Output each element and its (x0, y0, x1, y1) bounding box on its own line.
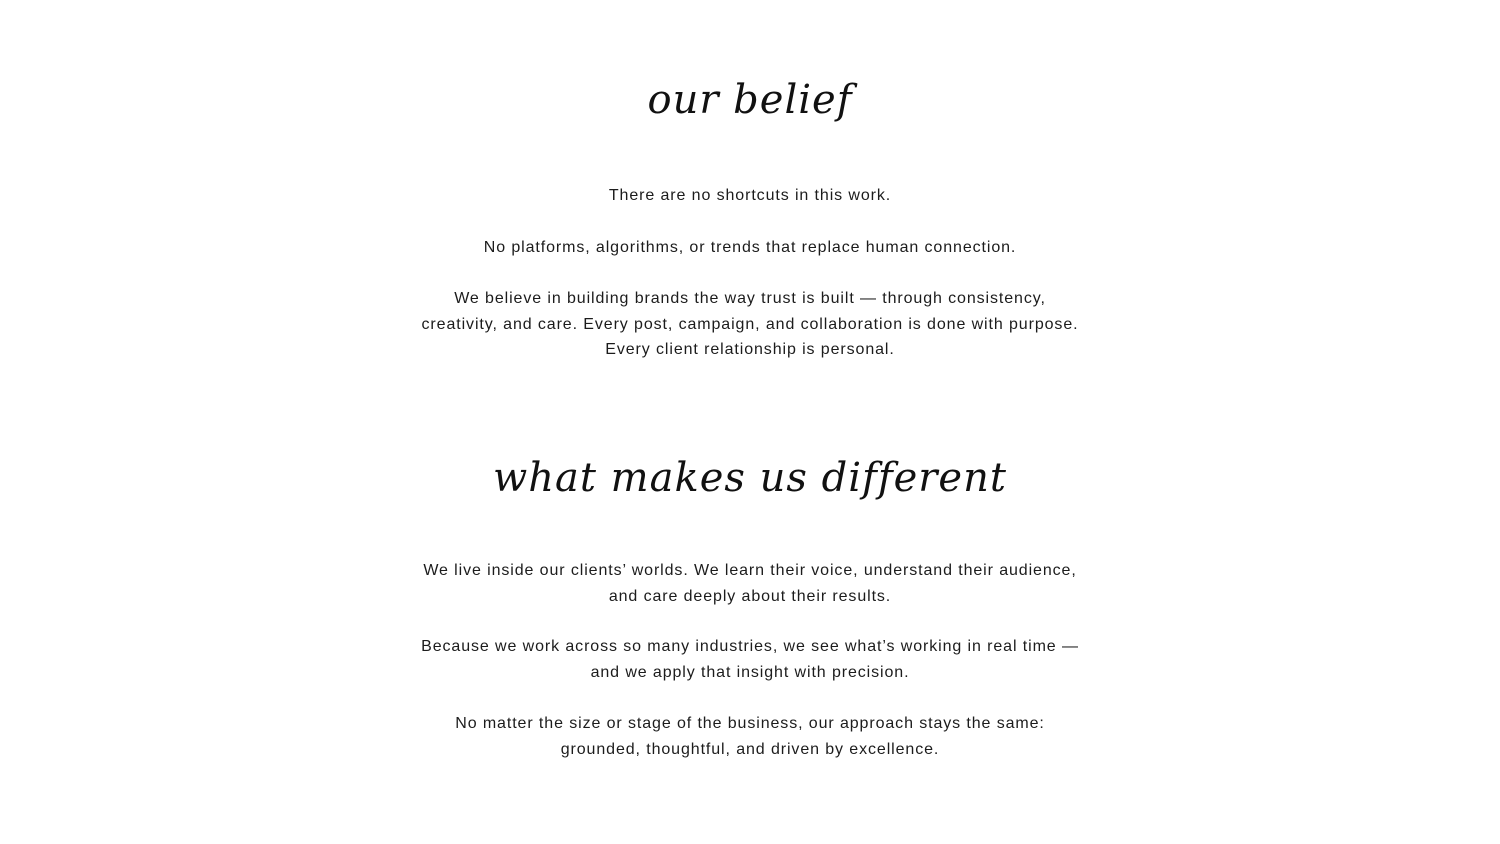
different-paragraph-2: Because we work across so many industries, we see what’s working in real time — and we apply that insight with precision. (421, 638, 1079, 681)
belief-heading: our belief (647, 77, 853, 123)
belief-paragraph-1: There are no shortcuts in this work. (608, 187, 892, 204)
different-paragraph-1: We live inside our clients’ worlds. We learn their voice, understand their audience, and care deeply about their results. (423, 562, 1077, 605)
belief-paragraph-3: We believe in building brands the way trust is built — through consistency, creativity, and care. Every post, campaign, and collaboration is done with purpose. Every client relationship is personal. (421, 290, 1079, 359)
belief-paragraph-2: No platforms, algorithms, or trends that replace human connection. (483, 239, 1017, 256)
different-paragraph-3: No matter the size or stage of the business, our approach stays the same: grounded, thoughtful, and driven by excellence. (455, 715, 1045, 758)
different-heading: what makes us different (493, 455, 1007, 501)
